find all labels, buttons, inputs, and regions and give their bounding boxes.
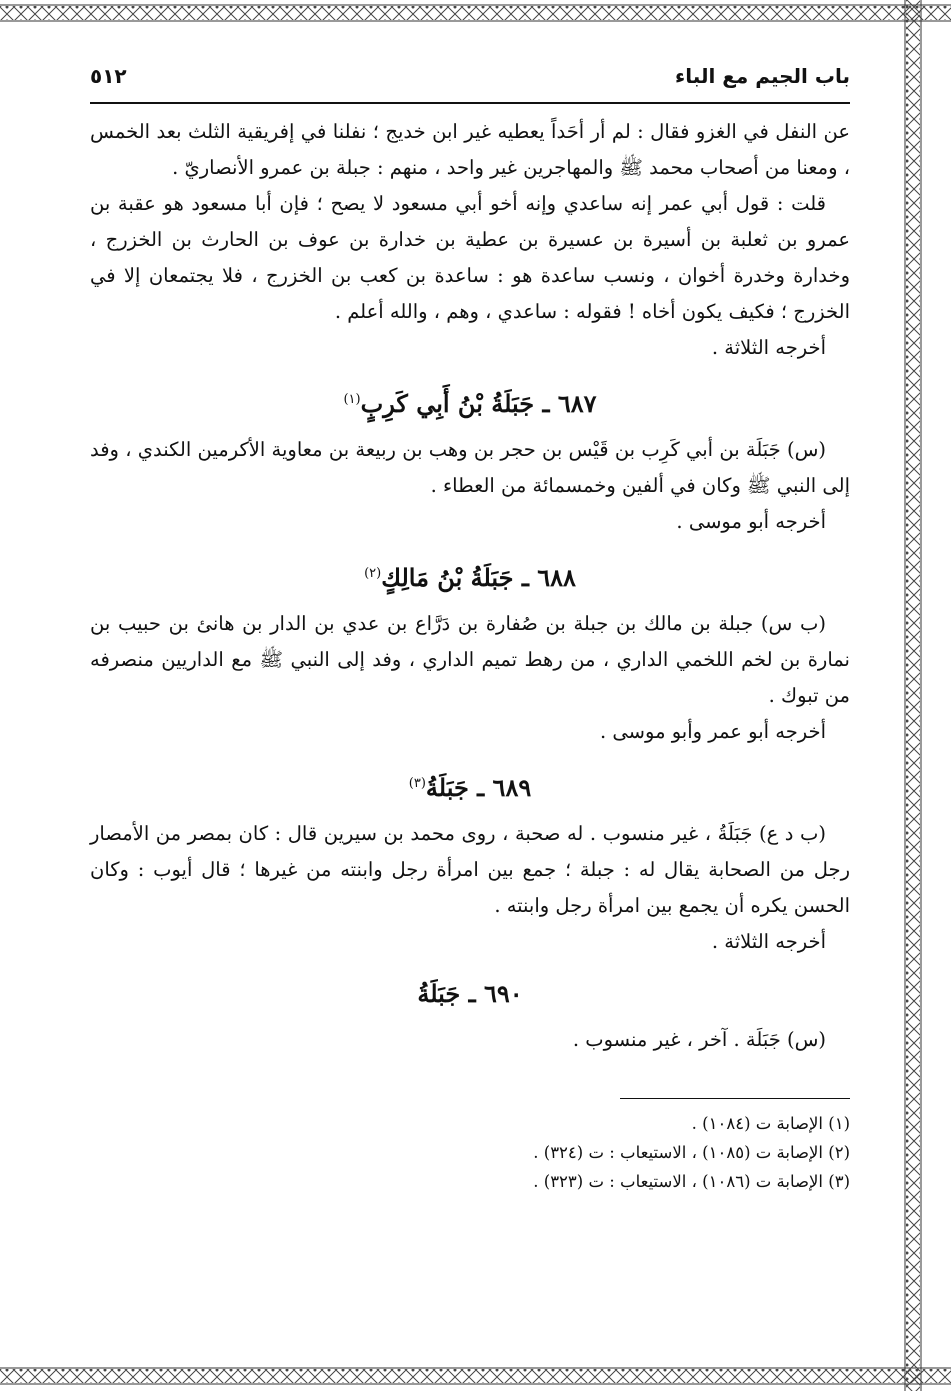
footnote-3: (٣) الإصابة ت (١٠٨٦) ، الاستيعاب : ت (٣٢٣) .	[533, 1172, 850, 1191]
header-title: باب الجيم مع الباء	[675, 64, 850, 88]
footnote-ref: (١)	[343, 392, 361, 407]
entry-text-689: (ب د ع) جَبَلَةُ ، غير منسوب . له صحبة ، روى محمد بن سيرين قال : كان بمصر من الأمصار رجل من الصحابة يقال له : جبلة ؛ جمع بين امرأة رجل وابنته من غيرها ؛ قال أيوب : وكان الحسن يكره أن يجمع بين امرأة رجل وابنته .	[90, 822, 850, 917]
entry-heading-688	[90, 554, 850, 598]
running-header	[90, 60, 850, 104]
footnote-divider	[620, 1098, 850, 1099]
decorative-border-right	[900, 0, 926, 1391]
entry-source-688: أخرجه أبو عمر وأبو موسى .	[600, 720, 826, 743]
entry-heading-text: ٦٨٧ ـ جَبَلَةُ بْنُ أَبِي كَرِبٍ	[360, 389, 597, 418]
page-number: ٥١٢	[90, 64, 127, 88]
footnote-2: (٢) الإصابة ت (١٠٨٥) ، الاستيعاب : ت (٣٢٤) .	[533, 1143, 850, 1162]
entry-heading-690	[90, 974, 850, 1014]
footnote-1: (١) الإصابة ت (١٠٨٤) .	[691, 1114, 850, 1133]
page-content	[90, 60, 850, 1196]
entry-source-687: أخرجه أبو موسى .	[676, 510, 826, 533]
footnote-ref: (٣)	[408, 776, 426, 791]
entry-text-687: (س) جَبَلَة بن أبي كَرِب بن قَيْس بن حجر بن وهب بن ربيعة بن معاوية الأكرمين الكندي ، وفد إلى النبي ﷺ وكان في ألفين وخمسمائة من العطاء .	[90, 438, 850, 497]
entry-heading-text: ٦٨٩ ـ جَبَلَةُ	[425, 773, 532, 802]
main-text	[90, 114, 850, 1058]
entry-text-688: (ب س) جبلة بن مالك بن جبلة بن صُفارة بن دَرَّاع بن عدي بن الدار بن هانئ بن حبيب بن نمارة بن لخم اللخمي الداري ، من رهط تميم الداري ، وفد إلى النبي ﷺ مع الداريين منصرفه من تبوك .	[90, 612, 850, 707]
entry-heading-text: ٦٩٠ ـ جَبَلَةُ	[417, 979, 523, 1008]
footnotes	[90, 1098, 850, 1196]
entry-source-689: أخرجه الثلاثة .	[711, 930, 826, 953]
decorative-border-bottom	[0, 1363, 951, 1391]
intro-paragraph-2: قلت : قول أبي عمر إنه ساعدي وإنه أخو أبي مسعود لا يصح ؛ فإن أبا مسعود هو عقبة بن عمرو بن ثعلبة بن أسيرة بن عسيرة بن عطية بن خدارة بن عوف بن الحارث بن الخزرج ، وخدارة وخدرة أخوان ، ونسب ساعدة هو : ساعدة بن كعب بن الخزرج ، فلا يجتمعان إلا في الخزرج ؛ فكيف يكون أخاه ! فقوله : ساعدي ، وهم ، والله أعلم .	[90, 192, 850, 323]
decorative-border-top	[0, 0, 951, 28]
entry-heading-687	[90, 380, 850, 424]
intro-source: أخرجه الثلاثة .	[711, 336, 826, 359]
footnote-ref: (٢)	[364, 566, 382, 581]
entry-heading-text: ٦٨٨ ـ جَبَلَةُ بْنُ مَالِكٍ	[381, 563, 576, 592]
entry-text-690: (س) جَبَلَة . آخر ، غير منسوب .	[572, 1028, 826, 1051]
intro-paragraph-1: عن النفل في الغزو فقال : لم أر أحَداً يعطيه غير ابن خديج ؛ نفلنا في إفريقية الثلث بعد الخمس ، ومعنا من أصحاب محمد ﷺ والمهاجرين غير واحد ، منهم : جبلة بن عمرو الأنصاريّ .	[90, 120, 850, 179]
entry-heading-689	[90, 764, 850, 808]
